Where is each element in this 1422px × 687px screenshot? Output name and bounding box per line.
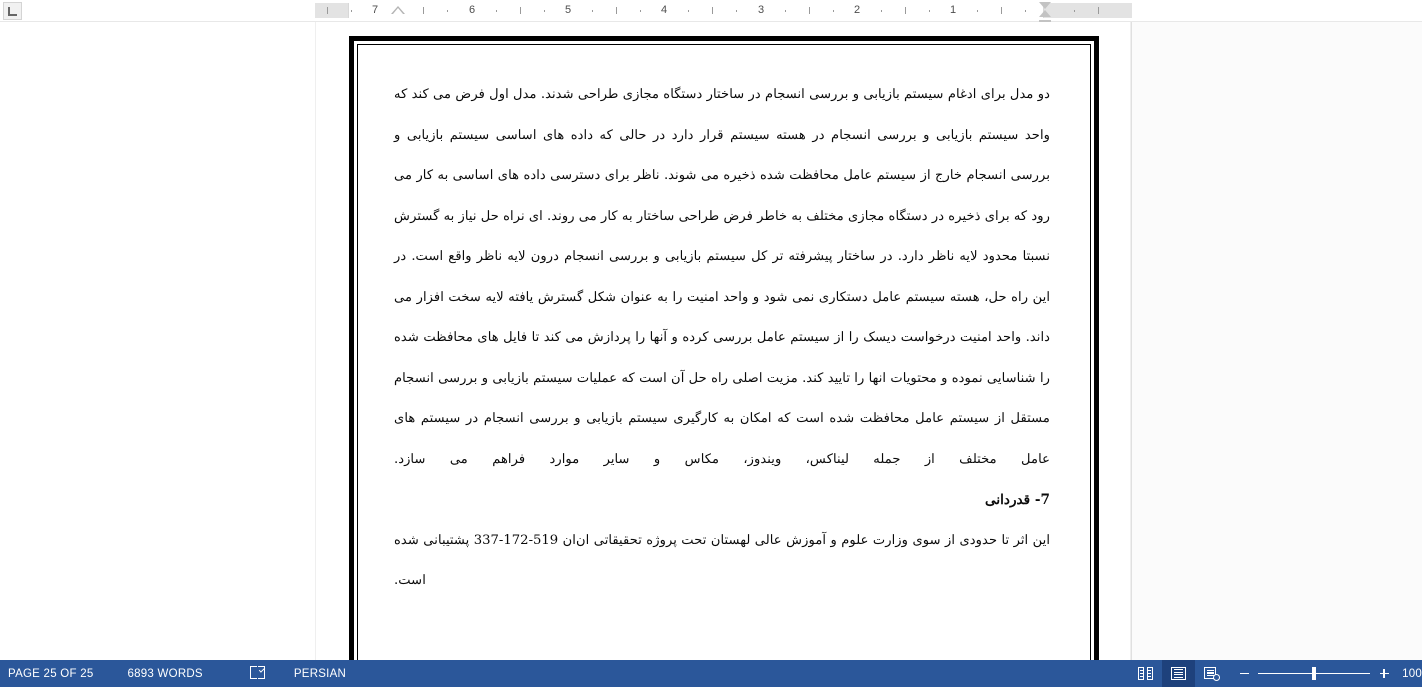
zoom-in-button[interactable] bbox=[1376, 660, 1392, 687]
plus-icon-vertical bbox=[1383, 669, 1385, 678]
ruler-number-3: 3 bbox=[757, 4, 765, 16]
zoom-slider-thumb[interactable] bbox=[1312, 667, 1316, 680]
layout-line bbox=[1174, 677, 1184, 678]
ruler-tick-minor bbox=[592, 10, 593, 12]
read-line bbox=[1148, 673, 1151, 674]
globe-badge bbox=[1213, 674, 1220, 681]
ruler-tick-minor bbox=[736, 10, 737, 12]
horizontal-ruler[interactable] bbox=[315, 3, 1132, 19]
ruler-left-margin-zone bbox=[315, 3, 348, 18]
ruler-tick-minor bbox=[640, 10, 641, 12]
ruler-tick-minor bbox=[929, 10, 930, 12]
status-bar bbox=[0, 660, 1422, 687]
document-page[interactable] bbox=[315, 22, 1131, 660]
workspace-left-gutter bbox=[0, 22, 315, 660]
right-indent-marker[interactable] bbox=[1039, 2, 1051, 20]
read-line bbox=[1148, 676, 1151, 677]
zoom-out-button[interactable] bbox=[1236, 660, 1252, 687]
ruler-bar bbox=[0, 0, 1422, 22]
ruler-number-2: 2 bbox=[853, 4, 861, 16]
ruler-number-7: 7 bbox=[371, 4, 379, 16]
ruler-number-1: 1 bbox=[949, 4, 957, 16]
read-mode-icon bbox=[1138, 667, 1153, 680]
ruler-tick-major bbox=[905, 7, 906, 14]
ruler-tick-minor bbox=[496, 10, 497, 12]
print-layout-icon bbox=[1171, 667, 1186, 680]
document-workspace bbox=[0, 22, 1422, 660]
ruler-tick-major bbox=[616, 7, 617, 14]
status-proofing-button[interactable] bbox=[250, 660, 268, 687]
zoom-control-group bbox=[1236, 660, 1422, 687]
ruler-tick-minor bbox=[1025, 10, 1026, 12]
ruler-tick-minor bbox=[688, 10, 689, 12]
read-line bbox=[1140, 673, 1143, 674]
layout-line bbox=[1174, 674, 1184, 675]
indent-marker-top bbox=[1039, 2, 1051, 9]
ruler-tick-major bbox=[423, 7, 424, 14]
paragraph-body-1[interactable]: دو مدل برای ادغام سیستم بازیابی و بررسی انسجام در ساختار دستگاه مجازی طراحی شدند. مدل اول فرض می کند که واحد سیستم بازیابی و بررسی انسجام در هسته سیستم قرار دارد در حالی که داده های اساسی سیستم بازیابی و بررسی انسجام خارج از سیستم عامل محافظت شده ذخیره می شوند. ناظر برای دسترسی داده های اساسی به کار می رود که برای ذخیره در دستگاه مجازی مختلف به خاطر فرض طراحی ساختار به کار می روند. ای نراه حل نیاز به گسترش نسبتا محدود لایه ناظر دارد. در ساختار پیشرفته تر کل سیستم بازیابی و بررسی انسجام درون لایه ناظر واقع است. در این راه حل، هسته سیستم عامل دستکاری نمی شود و واحد امنیت را به عنوان شکل گسترش یافته لایه سخت افزار می داند. واحد امنیت درخواست دیسک را از سیستم عامل بررسی کرده و آنها را پردازش می کند تا فایل های محافظت شده را شناسایی نموده و محتویات انها را تایید کند. مزیت اصلی راه حل آن است که عملیات سیستم بازیابی و بررسی انسجام مستقل از سیستم عامل محافظت شده است که امکان به کارگیری سیستم بازیابی و بررسی انسجام در سیستم های عامل مختلف از جمله لیناکس، ویندوز، مکاس و سایر موارد فراهم می سازد. bbox=[394, 87, 1050, 467]
ruler-tick-minor bbox=[881, 10, 882, 12]
ruler-tick-minor bbox=[447, 10, 448, 12]
left-tab-stop-icon bbox=[8, 7, 17, 16]
indent-marker-bottom bbox=[1039, 10, 1051, 17]
ruler-number-4: 4 bbox=[660, 4, 668, 16]
ruler-track bbox=[315, 3, 1132, 18]
layout-line bbox=[1207, 672, 1214, 673]
ruler-tick-major bbox=[327, 7, 328, 14]
ruler-right-margin-zone bbox=[1044, 3, 1132, 18]
layout-line bbox=[1174, 672, 1184, 673]
document-text-body[interactable] bbox=[354, 75, 1094, 602]
status-bar-right-group bbox=[1129, 660, 1422, 687]
status-word-count[interactable]: 6893 WORDS bbox=[127, 667, 203, 680]
view-button-web-layout[interactable] bbox=[1195, 660, 1228, 687]
ruler-tick-major bbox=[809, 7, 810, 14]
read-line bbox=[1140, 676, 1143, 677]
paragraph-body-2[interactable]: این اثر تا حدودی از سوی وزارت علوم و آموزش عالی لهستان تحت پروژه تحقیقاتی ان‌ان 519-172-337 پشتیبانی شده است. bbox=[394, 532, 1050, 588]
tab-stop-selector-button[interactable] bbox=[3, 2, 22, 20]
layout-line bbox=[1207, 670, 1214, 671]
proofing-book-check-icon bbox=[250, 666, 268, 681]
ruler-number-5: 5 bbox=[564, 4, 572, 16]
minus-icon bbox=[1240, 673, 1249, 675]
ruler-tick-minor bbox=[544, 10, 545, 12]
status-language[interactable]: PERSIAN bbox=[293, 667, 347, 680]
paragraph-heading-acknowledgement[interactable]: 7- قدردانی bbox=[985, 492, 1050, 508]
workspace-right-gutter bbox=[1131, 22, 1422, 660]
view-button-print-layout[interactable] bbox=[1162, 660, 1195, 687]
ruler-tick-minor bbox=[977, 10, 978, 12]
ruler-tick-minor bbox=[351, 10, 352, 12]
ruler-tick-major bbox=[1098, 7, 1099, 14]
read-line bbox=[1148, 670, 1151, 671]
view-button-read-mode[interactable] bbox=[1129, 660, 1162, 687]
layout-line bbox=[1174, 669, 1184, 670]
ruler-tick-minor bbox=[833, 10, 834, 12]
ruler-tick-minor bbox=[785, 10, 786, 12]
ruler-number-6: 6 bbox=[468, 4, 476, 16]
book-left-page bbox=[250, 666, 257, 679]
ruler-tick-minor bbox=[1074, 10, 1075, 12]
page-border-outer bbox=[349, 36, 1099, 687]
ruler-text-area-zone bbox=[348, 3, 1044, 18]
ruler-tick-major bbox=[1001, 7, 1002, 14]
zoom-slider[interactable] bbox=[1258, 660, 1370, 687]
first-line-indent-marker[interactable] bbox=[391, 6, 405, 14]
status-page-number[interactable]: PAGE 25 OF 25 bbox=[8, 667, 94, 680]
read-line bbox=[1140, 670, 1143, 671]
zoom-level-label[interactable]: 100 bbox=[1402, 667, 1422, 680]
ruler-tick-major bbox=[520, 7, 521, 14]
web-layout-icon bbox=[1204, 667, 1219, 680]
ruler-tick-major bbox=[712, 7, 713, 14]
